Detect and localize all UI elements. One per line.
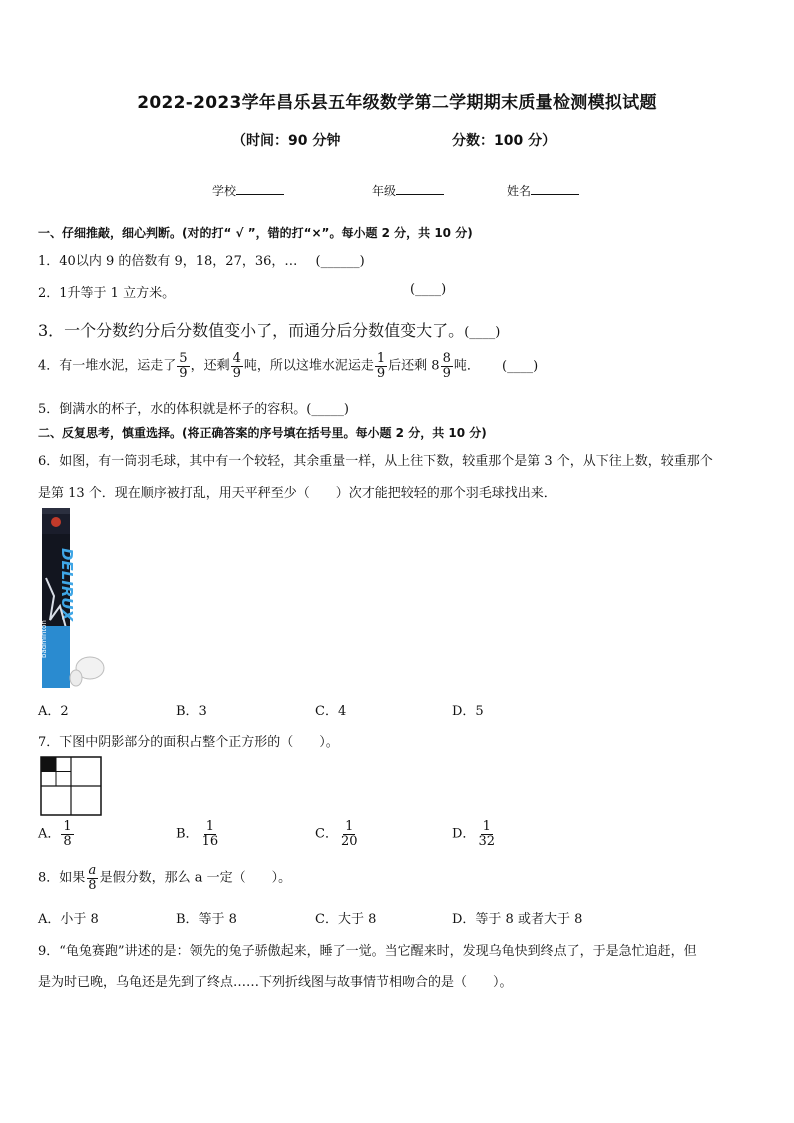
question-7-option-c[interactable] <box>315 820 361 848</box>
fraction-denominator: 9 <box>376 365 386 381</box>
question-4-blank: (____) <box>502 358 539 374</box>
fraction-4-9 <box>231 352 243 380</box>
fraction-denominator: 8 <box>63 833 72 849</box>
question-4-text-d: 后还剩 8 <box>388 358 440 374</box>
fraction-numerator: 1 <box>482 819 491 834</box>
badminton-tube-icon <box>40 508 112 690</box>
school-field <box>212 182 284 199</box>
question-7-option-a[interactable] <box>38 820 75 848</box>
option-fraction <box>476 820 497 848</box>
question-4-text-a: 4．有一堆水泥，运走了 <box>38 358 177 374</box>
option-fraction <box>339 820 360 848</box>
exam-score: 分数：100 分） <box>452 133 557 149</box>
fraction-8-9 <box>441 352 453 380</box>
fraction-denominator: 32 <box>478 833 495 849</box>
question-4 <box>38 352 538 380</box>
badminton-tube-image <box>40 508 112 690</box>
school-underline <box>236 182 284 195</box>
grade-underline <box>396 182 444 195</box>
question-3-blank: (____) <box>464 325 501 340</box>
option-label: A． <box>38 826 61 842</box>
question-7-option-d[interactable] <box>452 820 498 848</box>
question-1-blank: (______) <box>315 254 365 269</box>
shaded-square-diagram <box>40 756 102 816</box>
question-6-option-d[interactable]: D．5 <box>452 704 484 719</box>
fraction-denominator: 9 <box>179 365 188 381</box>
question-8-option-c[interactable]: C．大于 8 <box>315 912 377 927</box>
question-4-text-e: 吨． <box>453 358 480 374</box>
fraction-denominator: 9 <box>442 365 451 381</box>
page-title: 2022-2023学年昌乐县五年级数学第二学期期末质量检测模拟试题 <box>137 93 657 113</box>
tube-brand-text: DELIRUX <box>58 548 76 622</box>
exam-time: （时间：90 分钟 <box>232 133 341 149</box>
question-8-option-d[interactable]: D．等于 8 或者大于 8 <box>452 912 583 927</box>
name-label: 姓名 <box>507 184 532 198</box>
question-6-line-1: 6．如图，有一筒羽毛球，其中有一个较轻，其余重量一样，从上往下数，较重那个是第 3 个，从下往上数，较重那个 <box>38 454 713 469</box>
option-fraction <box>200 820 221 848</box>
fraction-denominator: 9 <box>232 365 241 381</box>
section1-heading: 一、仔细推敲，细心判断。(对的打“ √ ”，错的打“×”。每小题 2 分，共 10 分) <box>38 226 473 240</box>
fraction-numerator: 5 <box>179 351 188 366</box>
option-label: D． <box>452 826 476 842</box>
grade-field <box>372 182 444 199</box>
question-8-text-b: 是假分数，那么 a 一定（ ）。 <box>99 870 292 886</box>
fraction-numerator: a <box>88 863 97 878</box>
question-9-line-1: 9．“龟兔赛跑”讲述的是：领先的兔子骄傲起来，睡了一觉。当它醒来时，发现乌龟快到终点了，于是急忙追赶，但 <box>38 944 697 959</box>
school-label: 学校 <box>212 184 237 198</box>
fraction-denominator: 16 <box>201 833 219 849</box>
question-1 <box>38 250 365 269</box>
question-3-text: 3．一个分数约分后分数值变小了，而通分后分数值变大了。 <box>38 321 465 340</box>
question-2-blank: (____) <box>410 282 447 297</box>
option-fraction <box>61 820 73 848</box>
section2-heading: 二、反复思考，慎重选择。(将正确答案的序号填在括号里。每小题 2 分，共 10 分) <box>38 426 487 440</box>
question-8 <box>38 864 291 892</box>
fraction-denominator: 20 <box>340 833 358 849</box>
fraction-numerator: 8 <box>442 351 451 366</box>
fraction-denominator: 8 <box>88 877 97 893</box>
question-4-text-c: 吨，所以这堆水泥运走 <box>243 358 374 374</box>
question-6-option-b[interactable]: B．3 <box>176 704 207 719</box>
fraction-numerator: 1 <box>376 351 386 366</box>
fraction-numerator: 1 <box>205 819 214 834</box>
grade-label: 年级 <box>372 184 397 198</box>
question-8-option-a[interactable]: A．小于 8 <box>38 912 99 927</box>
tube-label-text: badminton <box>40 620 48 658</box>
fraction-numerator: 4 <box>232 351 241 366</box>
option-label: B． <box>176 826 199 842</box>
question-6-line-2: 是第 13 个．现在顺序被打乱，用天平秤至少（ ）次才能把较轻的那个羽毛球找出来． <box>38 486 557 501</box>
question-8-option-b[interactable]: B．等于 8 <box>176 912 237 927</box>
name-field <box>507 182 579 199</box>
question-9-line-2: 是为时已晚，乌龟还是先到了终点……下列折线图与故事情节相吻合的是（ ）。 <box>38 975 513 990</box>
question-8-text-a: 8．如果 <box>38 870 86 886</box>
question-6-option-a[interactable]: A．2 <box>38 704 69 719</box>
question-7-text: 7．下图中阴影部分的面积占整个正方形的（ ）。 <box>38 735 339 750</box>
fraction-a-8 <box>86 864 98 892</box>
fraction-numerator: 1 <box>345 819 354 834</box>
question-6-option-c[interactable]: C．4 <box>315 704 347 719</box>
name-underline <box>531 182 579 195</box>
fraction-5-9 <box>177 352 189 380</box>
option-label: C． <box>315 826 338 842</box>
question-5 <box>38 398 349 417</box>
question-7-option-b[interactable] <box>176 820 221 848</box>
question-5-blank: (_____) <box>306 402 349 417</box>
question-1-text: 1．40以内 9 的倍数有 9，18，27，36，… <box>38 254 298 269</box>
square-grid-figure <box>40 756 102 816</box>
question-5-text: 5．倒满水的杯子，水的体积就是杯子的容积。 <box>38 402 307 417</box>
fraction-numerator: 1 <box>63 819 72 834</box>
question-4-text-b: ，还剩 <box>190 358 230 374</box>
fraction-1-9 <box>375 352 387 380</box>
question-2-text: 2．1升等于 1 立方米。 <box>38 286 176 301</box>
question-3 <box>38 318 500 341</box>
